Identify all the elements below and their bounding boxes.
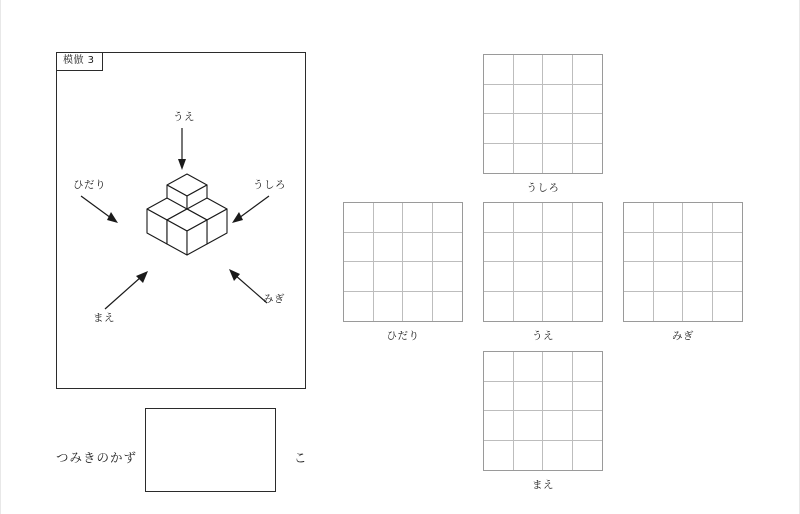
grid-cells-hidari[interactable] — [343, 202, 463, 322]
grid-cell[interactable] — [403, 292, 433, 322]
grid-cell[interactable] — [484, 441, 514, 471]
grid-cell[interactable] — [484, 292, 514, 322]
grid-caption-mae: まえ — [532, 479, 554, 491]
grid-cell[interactable] — [543, 352, 573, 382]
grid-cell[interactable] — [484, 411, 514, 441]
figure-label-right: みぎ — [263, 293, 285, 305]
figure-label-front: まえ — [93, 312, 115, 324]
grid-cell[interactable] — [654, 233, 684, 263]
grid-cell[interactable] — [433, 262, 463, 292]
grid-cell[interactable] — [713, 292, 743, 322]
grid-cell[interactable] — [654, 262, 684, 292]
grid-cell[interactable] — [543, 292, 573, 322]
isometric-cube-figure — [129, 171, 241, 281]
grid-cell[interactable] — [713, 233, 743, 263]
answer-grid-hidari[interactable] — [343, 202, 463, 342]
grid-cell[interactable] — [514, 203, 544, 233]
grid-cell[interactable] — [543, 85, 573, 115]
grid-cell[interactable] — [374, 262, 404, 292]
grid-cell[interactable] — [344, 262, 374, 292]
grid-cell[interactable] — [514, 292, 544, 322]
grid-cell[interactable] — [624, 203, 654, 233]
grid-cell[interactable] — [573, 55, 603, 85]
figure-label-top: うえ — [173, 111, 195, 123]
block-count-label: つみきのかず — [56, 450, 138, 465]
grid-cell[interactable] — [484, 352, 514, 382]
figure-label-left: ひだり — [73, 179, 106, 191]
answer-grid-migi[interactable] — [623, 202, 743, 342]
grid-cell[interactable] — [683, 262, 713, 292]
grid-cell[interactable] — [573, 292, 603, 322]
grid-cell[interactable] — [514, 441, 544, 471]
grid-cell[interactable] — [573, 441, 603, 471]
grid-cell[interactable] — [624, 262, 654, 292]
grid-cell[interactable] — [543, 203, 573, 233]
grid-cell[interactable] — [484, 144, 514, 174]
page-left-edge — [0, 0, 1, 514]
grid-cell[interactable] — [624, 233, 654, 263]
grid-cell[interactable] — [543, 441, 573, 471]
figure-label-back: うしろ — [253, 179, 286, 191]
problem-number-tag: 模倣 3 — [57, 53, 103, 71]
grid-cell[interactable] — [514, 262, 544, 292]
grid-caption-migi: みぎ — [672, 330, 694, 342]
grid-cell[interactable] — [344, 233, 374, 263]
grid-cell[interactable] — [433, 203, 463, 233]
grid-cells-ue[interactable] — [483, 202, 603, 322]
answer-grid-ushiro[interactable] — [483, 54, 603, 194]
grid-cell[interactable] — [514, 144, 544, 174]
grid-cell[interactable] — [344, 292, 374, 322]
grid-caption-hidari: ひだり — [386, 330, 420, 342]
grid-cell[interactable] — [573, 114, 603, 144]
grid-cell[interactable] — [514, 55, 544, 85]
arrow-top-icon — [175, 128, 199, 172]
grid-cell[interactable] — [573, 411, 603, 441]
answer-grid-ue[interactable] — [483, 202, 603, 342]
grid-cell[interactable] — [374, 233, 404, 263]
grid-cell[interactable] — [514, 85, 544, 115]
grid-caption-ushiro: うしろ — [526, 182, 560, 194]
grid-cell[interactable] — [573, 233, 603, 263]
grid-cell[interactable] — [514, 352, 544, 382]
grid-cell[interactable] — [543, 233, 573, 263]
grid-cell[interactable] — [543, 114, 573, 144]
answer-grid-mae[interactable] — [483, 351, 603, 491]
grid-cells-mae[interactable] — [483, 351, 603, 471]
grid-cell[interactable] — [374, 292, 404, 322]
grid-cell[interactable] — [433, 233, 463, 263]
grid-cell[interactable] — [484, 262, 514, 292]
grid-cell[interactable] — [543, 55, 573, 85]
block-count-row — [56, 408, 316, 492]
grid-cell[interactable] — [543, 262, 573, 292]
grid-cell[interactable] — [683, 233, 713, 263]
grid-cell[interactable] — [344, 203, 374, 233]
grid-cells-migi[interactable] — [623, 202, 743, 322]
grid-cell[interactable] — [403, 233, 433, 263]
grid-cell[interactable] — [573, 382, 603, 412]
grid-cell[interactable] — [484, 55, 514, 85]
block-count-answer-box[interactable] — [145, 408, 276, 492]
grid-cell[interactable] — [543, 144, 573, 174]
grid-cell[interactable] — [543, 411, 573, 441]
grid-cell[interactable] — [433, 292, 463, 322]
grid-cell[interactable] — [514, 382, 544, 412]
arrow-left-icon — [81, 196, 131, 232]
grid-cell[interactable] — [484, 382, 514, 412]
grid-cell[interactable] — [573, 85, 603, 115]
grid-cell[interactable] — [573, 352, 603, 382]
grid-cell[interactable] — [683, 292, 713, 322]
grid-cell[interactable] — [654, 203, 684, 233]
grid-caption-ue: うえ — [532, 330, 554, 342]
grid-cell[interactable] — [713, 262, 743, 292]
grid-cells-ushiro[interactable] — [483, 54, 603, 174]
grid-cell[interactable] — [484, 114, 514, 144]
grid-cell[interactable] — [573, 203, 603, 233]
grid-cell[interactable] — [514, 411, 544, 441]
grid-cell[interactable] — [484, 203, 514, 233]
grid-cell[interactable] — [403, 203, 433, 233]
grid-cell[interactable] — [484, 233, 514, 263]
grid-cell[interactable] — [713, 203, 743, 233]
grid-cell[interactable] — [573, 262, 603, 292]
grid-cell[interactable] — [484, 85, 514, 115]
grid-cell[interactable] — [403, 262, 433, 292]
grid-cell[interactable] — [514, 233, 544, 263]
grid-cell[interactable] — [624, 292, 654, 322]
grid-cell[interactable] — [683, 203, 713, 233]
grid-cell[interactable] — [543, 382, 573, 412]
block-count-unit: こ — [294, 450, 307, 465]
grid-cell[interactable] — [654, 292, 684, 322]
worksheet-figure-panel — [56, 52, 306, 389]
grid-cell[interactable] — [514, 114, 544, 144]
grid-cell[interactable] — [374, 203, 404, 233]
grid-cell[interactable] — [573, 144, 603, 174]
